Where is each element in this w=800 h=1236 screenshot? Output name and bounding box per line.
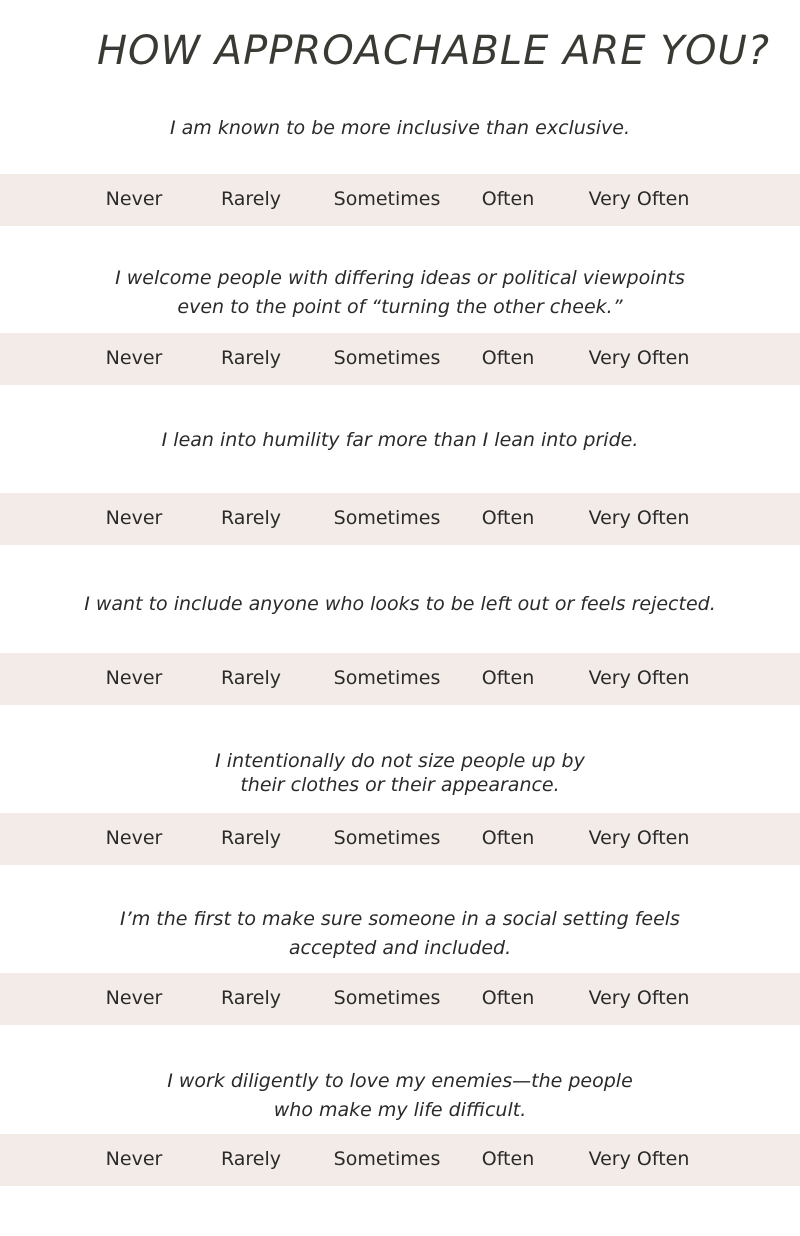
question-1-option-never[interactable]: Never — [105, 188, 163, 210]
question-6-line-1: I’m the first to make sure someone in a social setting feels — [120, 908, 680, 930]
question-2-option-sometimes[interactable]: Sometimes — [333, 347, 441, 369]
question-4-rating-scale — [0, 653, 800, 705]
question-7-statement — [0, 1067, 800, 1125]
question-3-option-never[interactable]: Never — [105, 507, 163, 529]
question-1-option-rarely[interactable]: Rarely — [220, 188, 282, 210]
question-3-rating-scale — [0, 493, 800, 545]
question-6-option-often[interactable]: Often — [481, 987, 535, 1009]
question-7-option-very-often[interactable]: Very Often — [588, 1148, 690, 1170]
question-3-option-rarely[interactable]: Rarely — [220, 507, 282, 529]
question-6-option-sometimes[interactable]: Sometimes — [333, 987, 441, 1009]
question-7-option-often[interactable]: Often — [481, 1148, 535, 1170]
question-7-line-1: I work diligently to love my enemies—the people — [167, 1070, 633, 1092]
question-4-option-very-often[interactable]: Very Often — [588, 667, 690, 689]
question-2-option-rarely[interactable]: Rarely — [220, 347, 282, 369]
question-7-option-never[interactable]: Never — [105, 1148, 163, 1170]
question-2-statement — [0, 264, 800, 322]
question-7-option-sometimes[interactable]: Sometimes — [333, 1148, 441, 1170]
question-1-line-1: I am known to be more inclusive than exclusive. — [169, 117, 630, 139]
question-5-option-rarely[interactable]: Rarely — [220, 827, 282, 849]
question-5-option-never[interactable]: Never — [105, 827, 163, 849]
question-3-option-sometimes[interactable]: Sometimes — [333, 507, 441, 529]
question-6-option-rarely[interactable]: Rarely — [220, 987, 282, 1009]
question-3-option-often[interactable]: Often — [481, 507, 535, 529]
question-3-option-very-often[interactable]: Very Often — [588, 507, 690, 529]
question-1-statement — [0, 114, 800, 143]
question-1-rating-scale — [0, 174, 800, 226]
question-3-statement — [0, 426, 800, 455]
question-2-line-2: even to the point of “turning the other cheek.” — [177, 296, 623, 318]
question-6-line-2: accepted and included. — [288, 937, 512, 959]
question-5-option-sometimes[interactable]: Sometimes — [333, 827, 441, 849]
question-6-option-never[interactable]: Never — [105, 987, 163, 1009]
question-4-option-often[interactable]: Often — [481, 667, 535, 689]
question-2-option-very-often[interactable]: Very Often — [588, 347, 690, 369]
question-4-statement — [0, 590, 800, 619]
question-4-line-1: I want to include anyone who looks to be left out or feels rejected. — [84, 593, 716, 615]
question-4-option-sometimes[interactable]: Sometimes — [333, 667, 441, 689]
question-7-option-rarely[interactable]: Rarely — [220, 1148, 282, 1170]
question-2-option-often[interactable]: Often — [481, 347, 535, 369]
question-1-option-very-often[interactable]: Very Often — [588, 188, 690, 210]
page-title: HOW APPROACHABLE ARE YOU? — [96, 28, 770, 74]
question-4-option-rarely[interactable]: Rarely — [220, 667, 282, 689]
question-7-line-2: who make my life difficult. — [273, 1099, 527, 1121]
question-5-statement — [0, 747, 800, 800]
question-6-statement — [0, 905, 800, 963]
question-2-line-1: I welcome people with differing ideas or political viewpoints — [115, 267, 685, 289]
question-5-rating-scale — [0, 813, 800, 865]
question-4-option-never[interactable]: Never — [105, 667, 163, 689]
question-5-option-very-often[interactable]: Very Often — [588, 827, 690, 849]
question-3-line-1: I lean into humility far more than I lean into pride. — [161, 429, 639, 451]
question-7-rating-scale — [0, 1134, 800, 1186]
question-5-option-often[interactable]: Often — [481, 827, 535, 849]
question-5-line-2: their clothes or their appearance. — [240, 774, 560, 796]
question-1-option-often[interactable]: Often — [481, 188, 535, 210]
question-5-line-1: I intentionally do not size people up by — [215, 750, 585, 772]
question-6-rating-scale — [0, 973, 800, 1025]
question-1-option-sometimes[interactable]: Sometimes — [333, 188, 441, 210]
question-2-option-never[interactable]: Never — [105, 347, 163, 369]
question-6-option-very-often[interactable]: Very Often — [588, 987, 690, 1009]
question-2-rating-scale — [0, 333, 800, 385]
